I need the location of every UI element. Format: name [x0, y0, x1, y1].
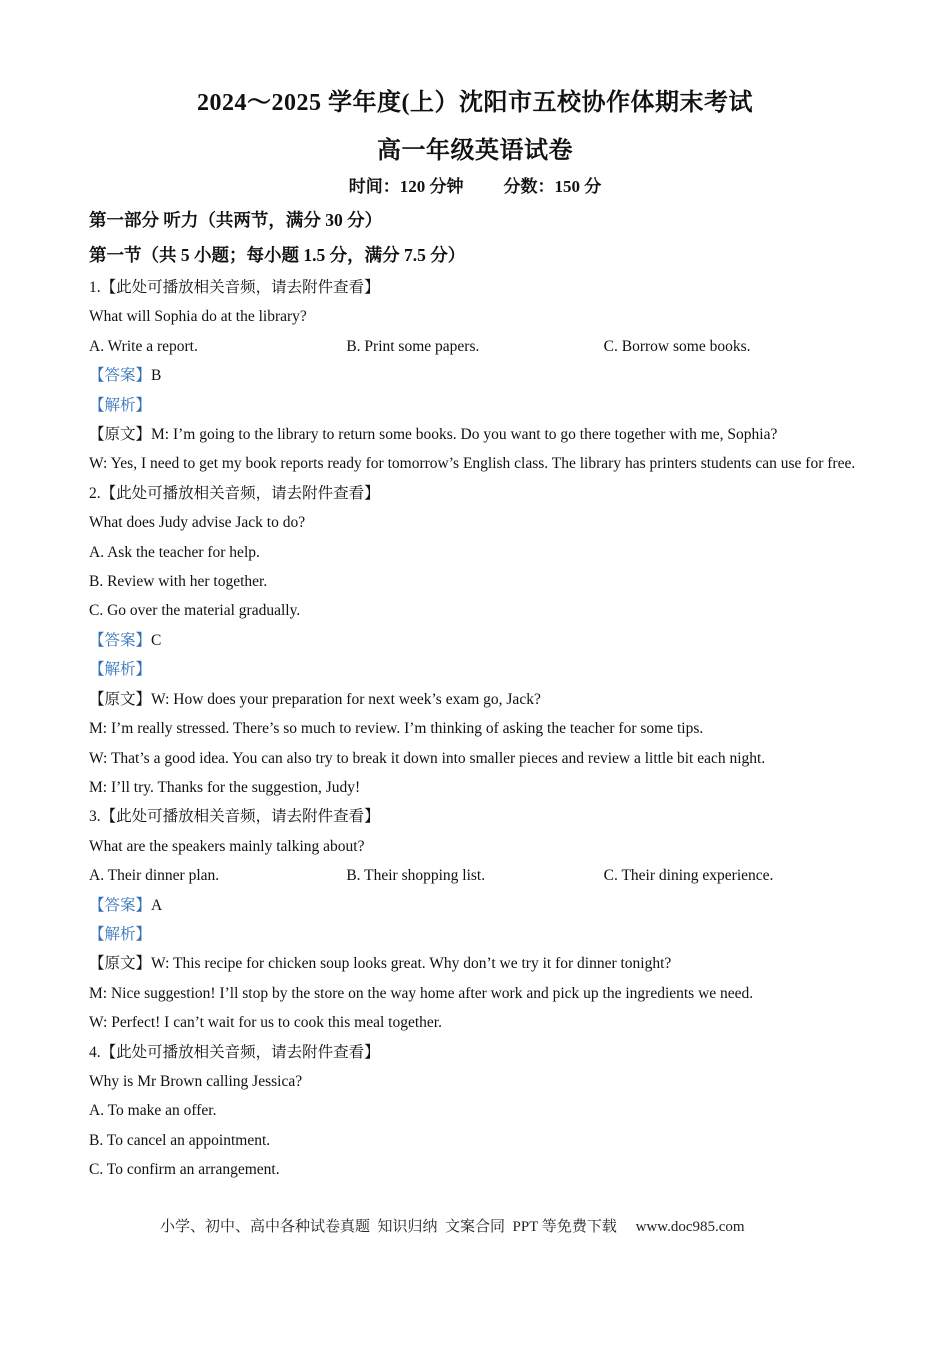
options-row: [89, 332, 861, 361]
exam-score: 分数：150 分: [503, 177, 602, 196]
section-heading: 第一节（共 5 小题；每小题 1.5 分，满分 7.5 分）: [89, 245, 466, 265]
answer-tag: 【答案】: [89, 367, 152, 385]
original-tag: 【原文】: [89, 426, 152, 444]
page-footer: [160, 1215, 745, 1236]
audio-placeholder: 3.【此处可播放相关音频，请去附件查看】: [89, 808, 380, 826]
question-text: What will Sophia do at the library?: [89, 308, 307, 326]
answer-tag: 【答案】: [89, 896, 152, 914]
audio-placeholder: 1.【此处可播放相关音频，请去附件查看】: [89, 279, 380, 296]
answer-line: [89, 626, 861, 655]
analysis-line: [89, 391, 861, 420]
transcript-text: M: I’m really stressed. There’s so much to review. I’m thinking of asking the teacher for some tips.: [89, 720, 704, 738]
question-2: [89, 479, 861, 802]
option-a: A. Write a report.: [89, 337, 198, 355]
option-a: A. Their dinner plan.: [89, 867, 220, 885]
option-c: C. Their dining experience.: [603, 867, 774, 885]
option-a: A. To make an offer.: [89, 1102, 217, 1120]
footer-url[interactable]: www.doc985.com: [635, 1219, 745, 1235]
exam-content: [89, 203, 861, 1185]
transcript-text: M: Nice suggestion! I’ll stop by the store on the way home after work and pick up the ingredients we need.: [89, 984, 754, 1002]
question-3: [89, 802, 861, 1037]
option-b: B. Their shopping list.: [346, 867, 486, 885]
option-c: C. To confirm an arrangement.: [89, 1161, 280, 1179]
question-4: [89, 1038, 861, 1185]
question-text: What does Judy advise Jack to do?: [89, 514, 306, 532]
question-text: What are the speakers mainly talking about?: [89, 837, 365, 855]
answer-value: B: [151, 367, 162, 385]
transcript-text: W: That’s a good idea. You can also try to break it down into smaller pieces and review a little bit each night.: [89, 749, 766, 767]
option-c: C. Borrow some books.: [603, 337, 751, 355]
answer-line: [89, 891, 861, 920]
transcript-text: W: This recipe for chicken soup looks great. Why don’t we try it for dinner tonight?: [151, 955, 672, 973]
original-tag: 【原文】: [89, 955, 152, 973]
analysis-tag: 【解析】: [89, 661, 152, 679]
transcript-text: W: Yes, I need to get my book reports ready for tomorrow’s English class. The library has printers students can use for free.: [89, 455, 856, 473]
exam-title: 2024～2025 学年度(上）沈阳市五校协作体期末考试: [197, 90, 753, 116]
option-b: B. Review with her together.: [89, 573, 268, 591]
original-tag: 【原文】: [89, 690, 152, 708]
answer-line: [89, 361, 861, 390]
transcript-text: W: Perfect! I can’t wait for us to cook this meal together.: [89, 1014, 442, 1032]
audio-placeholder: 4.【此处可播放相关音频，请去附件查看】: [89, 1043, 380, 1061]
analysis-tag: 【解析】: [89, 396, 152, 414]
part-heading: 第一部分 听力（共两节，满分 30 分）: [89, 210, 383, 230]
answer-value: A: [151, 896, 163, 914]
audio-placeholder: 2.【此处可播放相关音频，请去附件查看】: [89, 484, 380, 502]
transcript-line: [89, 949, 861, 978]
question-text: Why is Mr Brown calling Jessica?: [89, 1072, 303, 1090]
transcript-text: M: I’m going to the library to return some books. Do you want to go there together with me, Sophia?: [151, 426, 778, 444]
analysis-line: [89, 655, 861, 684]
transcript-line: [89, 685, 861, 714]
analysis-tag: 【解析】: [89, 925, 152, 943]
exam-meta: [0, 172, 950, 197]
analysis-line: [89, 920, 861, 949]
exam-subtitle: 高一年级英语试卷: [377, 138, 573, 164]
footer-text: 小学、初中、高中各种试卷真题 知识归纳 文案合同 PPT 等免费下载: [160, 1219, 617, 1235]
options-row: [89, 861, 861, 890]
transcript-line: [89, 420, 861, 449]
option-b: B. Print some papers.: [346, 337, 480, 355]
transcript-text: W: How does your preparation for next week’s exam go, Jack?: [151, 690, 541, 708]
transcript-text: M: I’ll try. Thanks for the suggestion, Judy!: [89, 778, 361, 796]
answer-tag: 【答案】: [89, 631, 152, 649]
option-b: B. To cancel an appointment.: [89, 1131, 271, 1149]
option-c: C. Go over the material gradually.: [89, 602, 301, 620]
answer-value: C: [151, 631, 162, 649]
option-a: A. Ask the teacher for help.: [89, 543, 260, 561]
exam-time: 时间：120 分钟: [348, 177, 464, 196]
question-1: [89, 273, 861, 479]
